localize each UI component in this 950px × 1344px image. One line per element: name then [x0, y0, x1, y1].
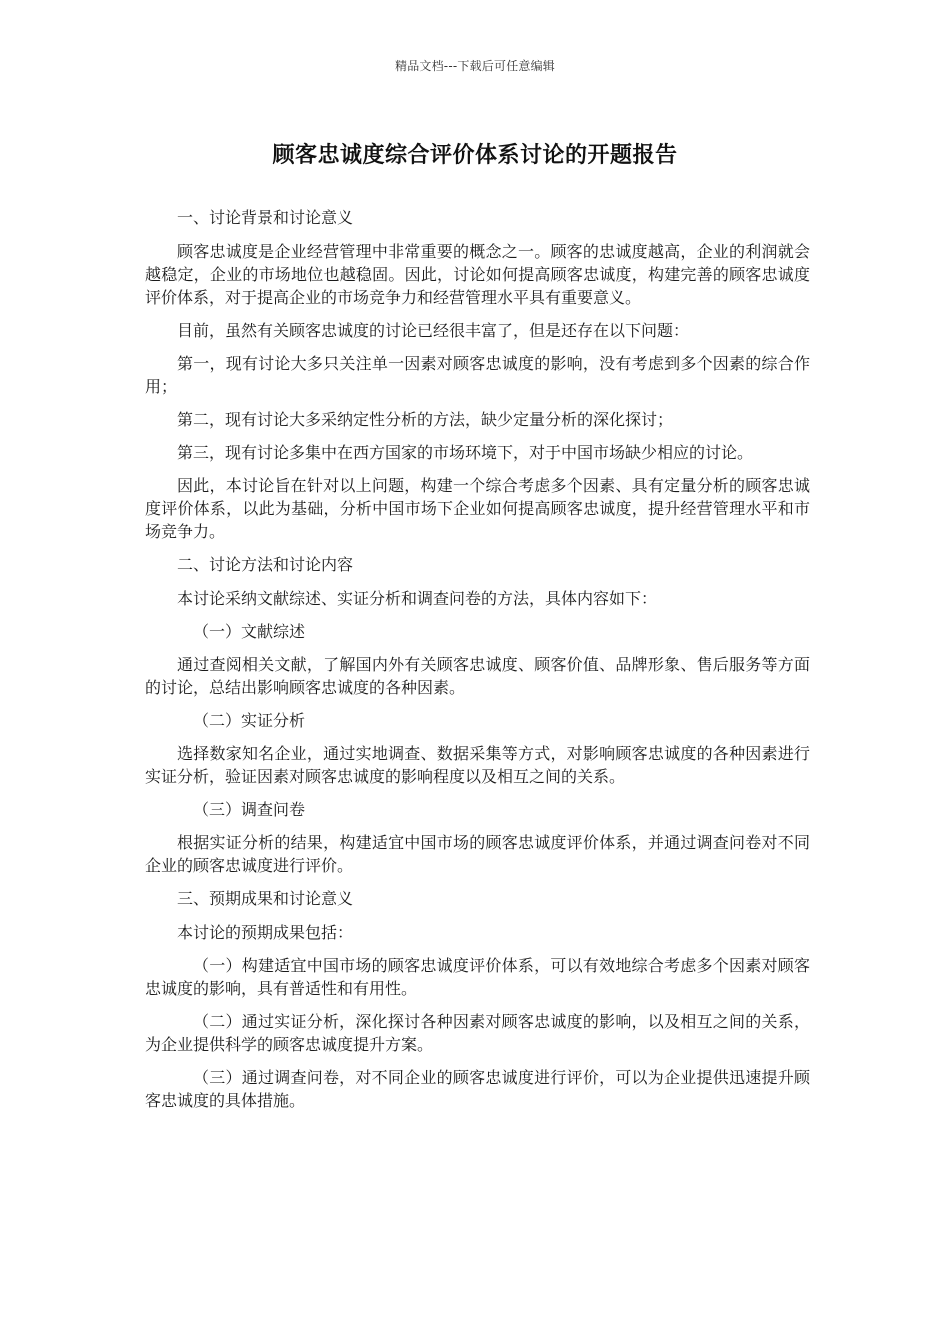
paragraph: 本讨论采纳文献综述、实证分析和调查问卷的方法，具体内容如下：: [177, 589, 658, 608]
subsection-heading: （二）实证分析: [193, 711, 306, 730]
document-title: 顾客忠诚度综合评价体系讨论的开题报告: [272, 143, 678, 168]
paragraph: 第三，现有讨论多集中在西方国家的市场环境下，对于中国市场缺少相应的讨论。: [177, 443, 754, 462]
header-note: 精品文档---下载后可任意编辑: [395, 59, 555, 73]
paragraph: 第二，现有讨论大多采纳定性分析的方法，缺少定量分析的深化探讨；: [177, 410, 674, 429]
paragraph: 通过查阅相关文献，了解国内外有关顾客忠诚度、顾客价值、品牌形象、售后服务等方面的讨论，总结出影响顾客忠诚度的各种因素。: [145, 655, 810, 697]
section-heading-2: 二、讨论方法和讨论内容: [177, 555, 354, 574]
subsection-heading: （一）文献综述: [193, 622, 306, 641]
section-heading-3: 三、预期成果和讨论意义: [177, 889, 354, 908]
paragraph: 根据实证分析的结果，构建适宜中国市场的顾客忠诚度评价体系，并通过调查问卷对不同企业的顾客忠诚度进行评价。: [145, 833, 810, 875]
subsection-heading: （三）调查问卷: [193, 800, 306, 819]
section-heading-1: 一、讨论背景和讨论意义: [177, 208, 354, 227]
list-item: （三）通过调查问卷，对不同企业的顾客忠诚度进行评价，可以为企业提供迅速提升顾客忠诚度的具体措施。: [145, 1068, 810, 1110]
list-item: （一）构建适宜中国市场的顾客忠诚度评价体系，可以有效地综合考虑多个因素对顾客忠诚度的影响，具有普适性和有用性。: [145, 956, 810, 998]
paragraph: 本讨论的预期成果包括：: [177, 923, 354, 942]
paragraph: 第一，现有讨论大多只关注单一因素对顾客忠诚度的影响，没有考虑到多个因素的综合作用；: [145, 354, 810, 396]
paragraph: 顾客忠诚度是企业经营管理中非常重要的概念之一。顾客的忠诚度越高，企业的利润就会越稳定，企业的市场地位也越稳固。因此，讨论如何提高顾客忠诚度，构建完善的顾客忠诚度评价体系，对于提高企业的市场竞争力和经营管理水平具有重要意义。: [145, 242, 810, 307]
paragraph: 选择数家知名企业，通过实地调查、数据采集等方式，对影响顾客忠诚度的各种因素进行实证分析，验证因素对顾客忠诚度的影响程度以及相互之间的关系。: [145, 744, 810, 786]
paragraph: 目前，虽然有关顾客忠诚度的讨论已经很丰富了，但是还存在以下问题：: [177, 321, 690, 340]
list-item: （二）通过实证分析，深化探讨各种因素对顾客忠诚度的影响，以及相互之间的关系，为企业提供科学的顾客忠诚度提升方案。: [145, 1012, 810, 1054]
paragraph: 因此，本讨论旨在针对以上问题，构建一个综合考虑多个因素、具有定量分析的顾客忠诚度评价体系，以此为基础，分析中国市场下企业如何提高顾客忠诚度，提升经营管理水平和市场竞争力。: [145, 476, 810, 541]
document-body: [145, 206, 810, 1122]
